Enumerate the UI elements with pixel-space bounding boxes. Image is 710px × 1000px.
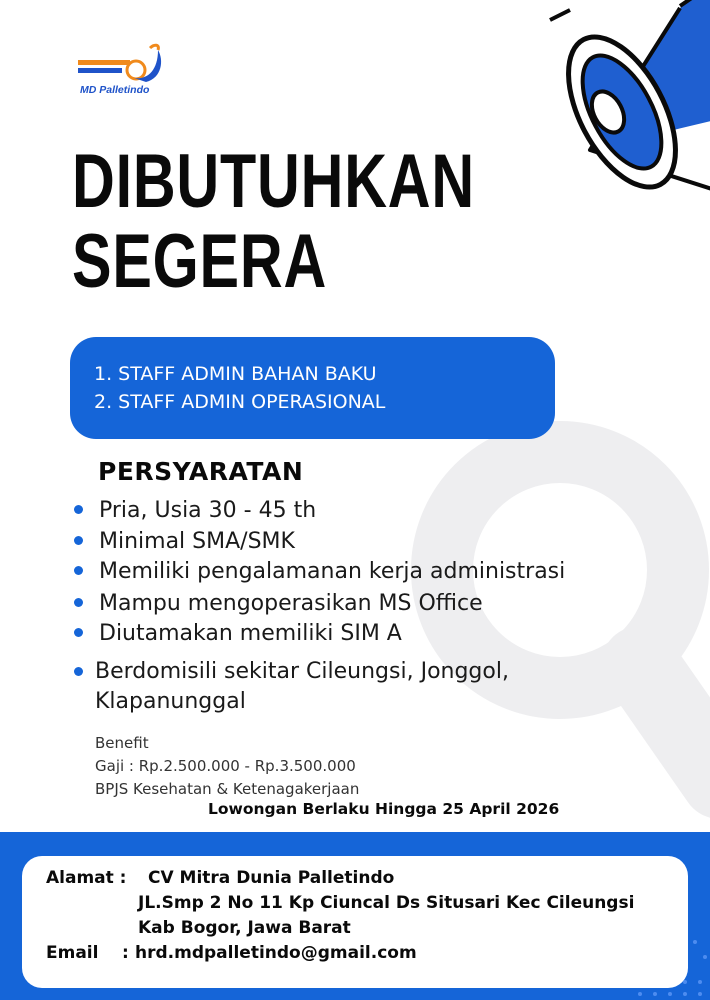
benefit-salary: Gaji : Rp.2.500.000 - Rp.3.500.000 [95, 757, 356, 775]
bullet-icon [74, 667, 83, 676]
benefit-insurance: BPJS Kesehatan & Ketenagakerjaan [95, 780, 360, 798]
bullet-icon [74, 505, 83, 514]
address-line: JL.Smp 2 No 11 Kp Ciuncal Ds Situsari Kec Cileungsi [138, 893, 635, 913]
requirement-item [74, 559, 565, 584]
benefit-title: Benefit [95, 734, 149, 752]
email-address[interactable]: hrd.mdpalletindo@gmail.com [135, 943, 417, 963]
requirement-text: Berdomisili sekitar Cileungsi, Jonggol, Klapanunggal [95, 659, 509, 714]
requirement-item [74, 529, 295, 554]
positions-box [70, 337, 555, 439]
requirement-text: Minimal SMA/SMK [99, 529, 295, 554]
bullet-icon [74, 566, 83, 575]
address-line: Kab Bogor, Jawa Barat [138, 918, 351, 938]
headline-line-2: SEGERA [72, 219, 328, 304]
requirement-text: Mampu mengoperasikan MS Office [99, 591, 483, 616]
bullet-icon [74, 598, 83, 607]
requirement-item [74, 498, 316, 523]
position-item: 2. STAFF ADMIN OPERASIONAL [94, 391, 386, 413]
headline-line-1: DIBUTUHKAN [72, 139, 475, 224]
requirement-item [74, 591, 483, 616]
logo-text: MD Palletindo [80, 84, 150, 96]
requirement-text: Pria, Usia 30 - 45 th [99, 498, 317, 523]
requirement-text: Memiliki pengalamanan kerja administrasi [99, 559, 566, 584]
position-item: 1. STAFF ADMIN BAHAN BAKU [94, 363, 377, 385]
email-label: Email [46, 943, 99, 963]
requirements-heading: PERSYARATAN [98, 457, 304, 486]
bullet-icon [74, 628, 83, 637]
requirement-item [74, 657, 594, 717]
deadline-text: Lowongan Berlaku Hingga 25 April 2026 [208, 800, 560, 818]
requirement-text: Diutamakan memiliki SIM A [99, 621, 402, 646]
requirement-item [74, 621, 402, 646]
company-name: CV Mitra Dunia Palletindo [148, 868, 395, 888]
email-separator: : [122, 943, 129, 963]
bullet-icon [74, 536, 83, 545]
address-label: Alamat : [46, 868, 127, 888]
megaphone-icon [530, 0, 710, 200]
